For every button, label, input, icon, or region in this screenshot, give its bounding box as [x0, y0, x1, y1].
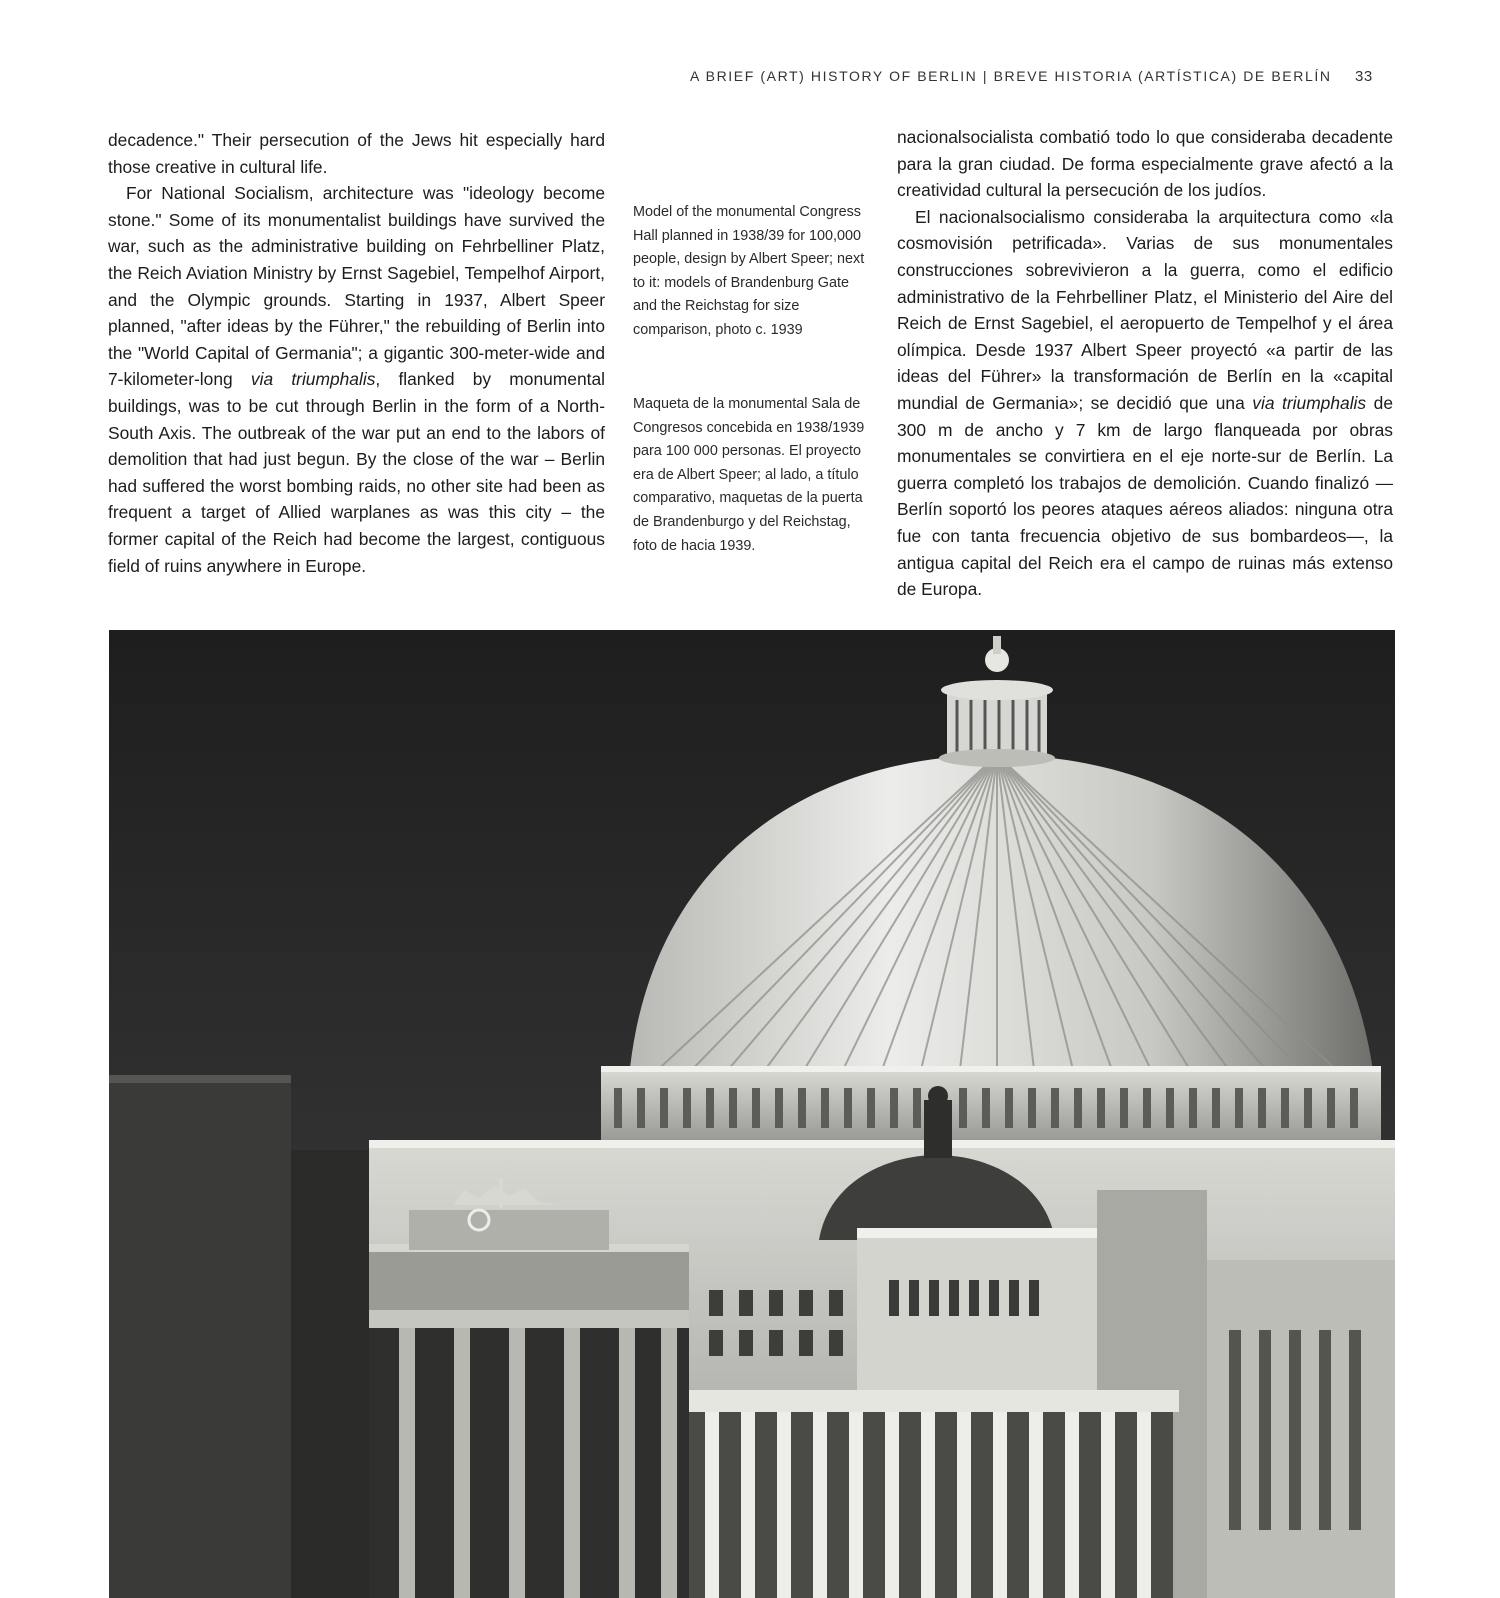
spanish-paragraph-2-start: El nacionalsocialismo consideraba la arquitectura como «la cosmovisión petrificada». Varias de sus monumentales construcciones sobrevivieron a la guerra, como el edificio administrativo de la Fehrbelliner Platz, el Ministerio del Aire del Reich de Ernst Sagebiel, el aeropuerto de Tempelhof y el área olímpica. Desde 1937 Albert Speer proyectó «a partir de las ideas del Führer» la transformación de Berlín en la «capital mundial de Germania»; se decidió que una [897, 206, 1393, 413]
english-paragraph-2-start: For National Socialism, architecture was "ideology become stone." Some of its monumentalist buildings have survived the war, such as the administrative building on Fehrbelliner Platz, the Reich Aviation Ministry by Ernst Sagebiel, Tempelhof Airport, and the Olympic grounds. Starting in 1937, Albert Speer planned, "after ideas by the Führer," the rebuilding of Berlin into the "World Capital of Germania"; a gigantic 300-meter-wide and 7-kilometer-long [108, 183, 605, 390]
spanish-paragraph-2-end: de 300 m de ancho y 7 km de largo flanqueada por obras monumentales se convirtiera en el eje norte-sur de Berlín. La guerra completó los trabajos de demolición. Cuando finalizó —Berlín soportó los peores ataques aéreos aliados: ninguna otra fue con tanta frecuencia objetivo de sus bombardeos—, la antigua capital del Reich era el campo de ruinas más extenso de Europa. [897, 392, 1393, 600]
front-colonnade [659, 1390, 1179, 1598]
caption-spanish [633, 393, 873, 558]
spanish-via-triumphalis: via triumphalis [1252, 392, 1367, 413]
caption-spanish-text: Maqueta de la monumental Sala de Congresos concebida en 1938/1939 para 100 000 personas. El proyecto era de Albert Speer; al lado, a título comparativo, maquetas de la puerta de Brandenburgo y del Reichstag, foto de hacia 1939. [633, 396, 865, 554]
spanish-paragraph-1: nacionalsocialista combatió todo lo que consideraba decadente para la gran ciudad. De forma especialmente grave afectó a la creatividad cultural la persecución de los judíos. [897, 127, 1393, 201]
page-number: 33 [1355, 68, 1373, 85]
spanish-text-column [897, 124, 1393, 603]
caption-english-text: Model of the monumental Congress Hall planned in 1938/39 for 100,000 people, design by Albert Speer; next to it: models of Brandenburg Gate and the Reichstag for size comparison, photo c. 1939 [633, 204, 865, 338]
spanish-paragraph-2 [897, 204, 1393, 603]
photo-illustration [109, 630, 1395, 1598]
english-paragraph-1: decadence." Their persecution of the Jews hit especially hard those creative in cultural life. [108, 130, 605, 177]
running-head-title: A BRIEF (ART) HISTORY OF BERLIN | BREVE HISTORIA (ARTÍSTICA) DE BERLÍN [690, 68, 1332, 84]
left-dark-building [109, 1075, 369, 1598]
english-paragraph-2 [108, 180, 605, 579]
english-text-column [108, 127, 605, 579]
caption-english [633, 201, 873, 343]
english-paragraph-2-end: , flanked by monumental buildings, was to be cut through Berlin in the form of a North-South Axis. The outbreak of the war put an end to the labors of demolition that had just begun. By the close of the war – Berlin had suffered the worst bombing raids, no other site had been as frequent a target of Allied warplanes as was this city – the former capital of the Reich had become the largest, contiguous field of ruins anywhere in Europe. [108, 369, 605, 576]
english-via-triumphalis: via triumphalis [250, 369, 376, 390]
dome-drum [601, 1066, 1381, 1140]
running-head [690, 68, 1390, 85]
congress-hall-model-photo [109, 630, 1395, 1598]
